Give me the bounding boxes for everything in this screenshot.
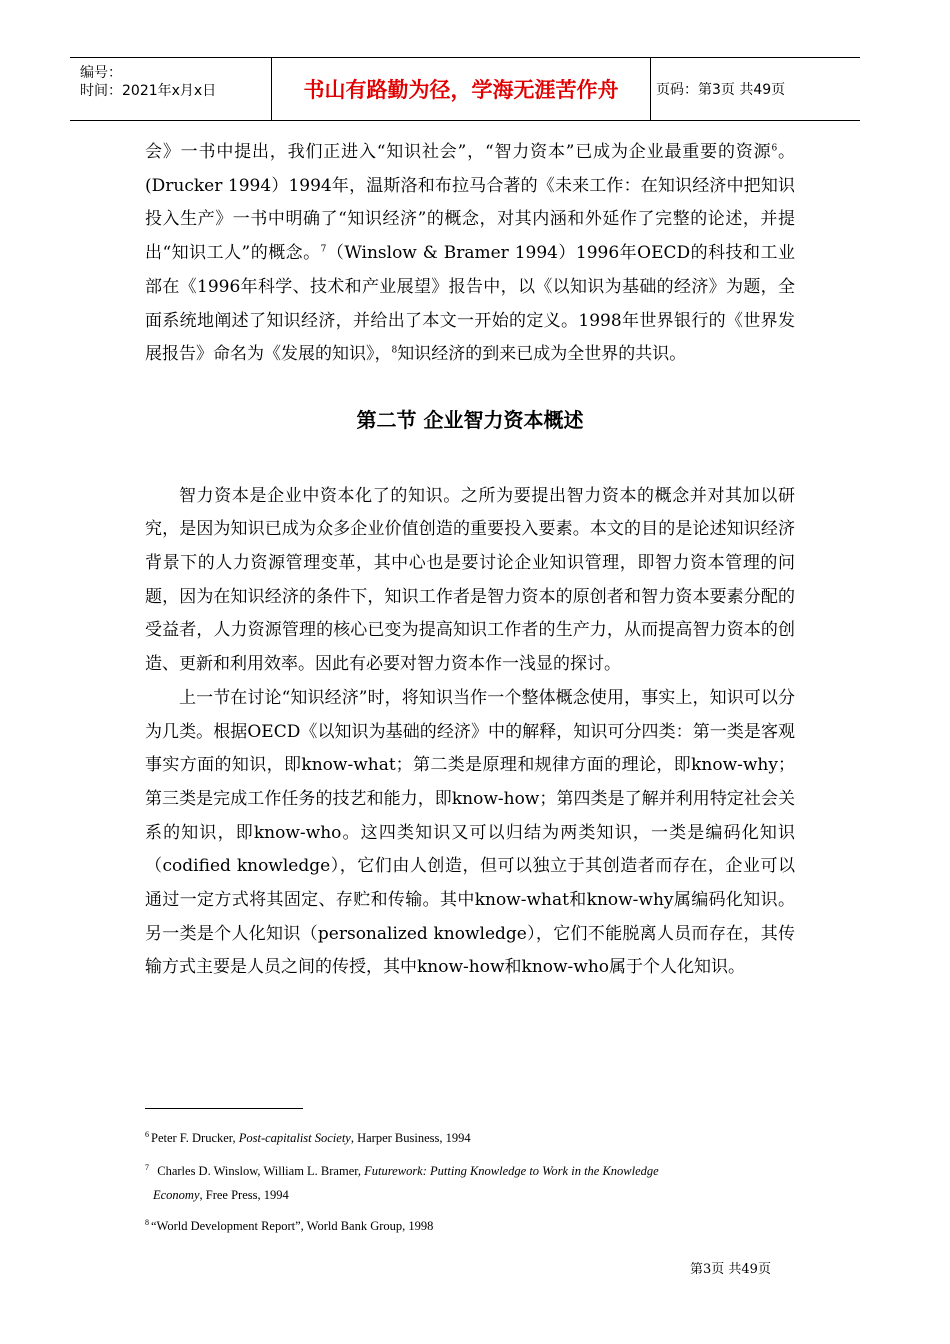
footnotes (145, 1120, 805, 1241)
footnote-ref-6: 6 (771, 143, 778, 154)
footnote-divider (145, 1108, 303, 1109)
footnote-title: Economy (153, 1188, 200, 1203)
footnote-title: Futurework: Putting Knowledge to Work in the Knowledge (364, 1164, 659, 1179)
para1-text-1: 会》一书中提出，我们正进入“知识社会”，“智力资本”已成为企业最重要的资源 (145, 142, 772, 162)
footnote-number: 7 (145, 1163, 149, 1173)
page-footer: 第3页 共49页 (690, 1262, 771, 1277)
header-time: 时间：2021年x月x日 (80, 83, 217, 99)
main-content (145, 136, 795, 985)
footnote-number: 6 (145, 1130, 149, 1139)
para1-text-4: 知识经济的到来已成为全世界的共识。 (397, 344, 687, 365)
footnote-text: Charles D. Winslow, William L. Bramer, (157, 1164, 365, 1179)
header-number-label: 编号： (80, 65, 122, 81)
footnote-text: , Free Press, 1994 (199, 1188, 289, 1203)
footnote-number: 8 (145, 1218, 149, 1228)
header-motto: 书山有路勤为径，学海无涯苦作舟 (272, 58, 651, 120)
footnote-text: Peter F. Drucker, (151, 1131, 239, 1146)
footnote-ref-8: 8 (391, 345, 398, 356)
footnote-title: Post-capitalist Society (238, 1131, 351, 1146)
footnote-7-continued (145, 1182, 805, 1208)
footnote-ref-7: 7 (320, 244, 327, 255)
header-page-info: 页码：第3页 共49页 (656, 82, 786, 98)
footnote-text: , Harper Business, 1994 (350, 1131, 471, 1146)
section-heading: 第二节 企业智力资本概述 (356, 407, 584, 432)
para1-text-2: 。(Drucker 1994）1994年，温斯洛和布拉马合著的《未来工作：在知识经济中把知识投入生产》一书中明确了“知识经济”的概念，对其内涵和外延作了完整的论述，并提出“知识工人”的概念。 (145, 142, 796, 264)
footnote-8 (145, 1208, 805, 1241)
footnote-6 (145, 1120, 805, 1153)
paragraph-knowledge-society (145, 136, 795, 372)
paragraph-intellectual-capital: 智力资本是企业中资本化了的知识。之所为要提出智力资本的概念并对其加以研究，是因为知识已成为众多企业价值创造的重要投入要素。本文的目的是论述知识经济背景下的人力资源管理变革，其中心也是要讨论企业知识管理，即智力资本管理的问题，因为在知识经济的条件下，知识工作者是智力资本的原创者和智力资本要素分配的受益者，人力资源管理的核心已变为提高知识工作者的生产力，从而提高智力资本的创造、更新和利用效率。因此有必要对智力资本作一浅显的探讨。 (145, 485, 795, 675)
header-meta (70, 58, 272, 120)
page-header (70, 57, 860, 121)
footnote-text: “World Development Report”, World Bank Group, 1998 (151, 1219, 434, 1234)
para1-text-3: （Winslow & Bramer 1994）1996年OECD的科技和工业部在《1996年科学、技术和产业展望》报告中，以《以知识为基础的经济》为题，全面系统地阐述了知识经济，并给出了本文一开始的定义。1998年世界银行的《世界发展报告》命名为《发展的知识》， (145, 243, 795, 365)
paragraph-knowledge-types: 上一节在讨论“知识经济”时，将知识当作一个整体概念使用，事实上，知识可以分为几类。根据OECD《以知识为基础的经济》中的解释，知识可分四类：第一类是客观事实方面的知识，即know-what；第二类是原理和规律方面的理论，即know-why；第三类是完成工作任务的技艺和能力，即know-how；第四类是了解并利用特定社会关系的知识，即know-who。这四类知识又可以归结为两类知识，一类是编码化知识（codified knowledge），它们由人创造，但可以独立于其创造者而存在，企业可以通过一定方式将其固定、存贮和传输。其中know-what和know-why属编码化知识。另一类是个人化知识（personalized knowledge），它们不能脱离人员而存在，其传输方式主要是人员之间的传授，其中know-how和know-who属于个人化知识。 (145, 687, 795, 978)
